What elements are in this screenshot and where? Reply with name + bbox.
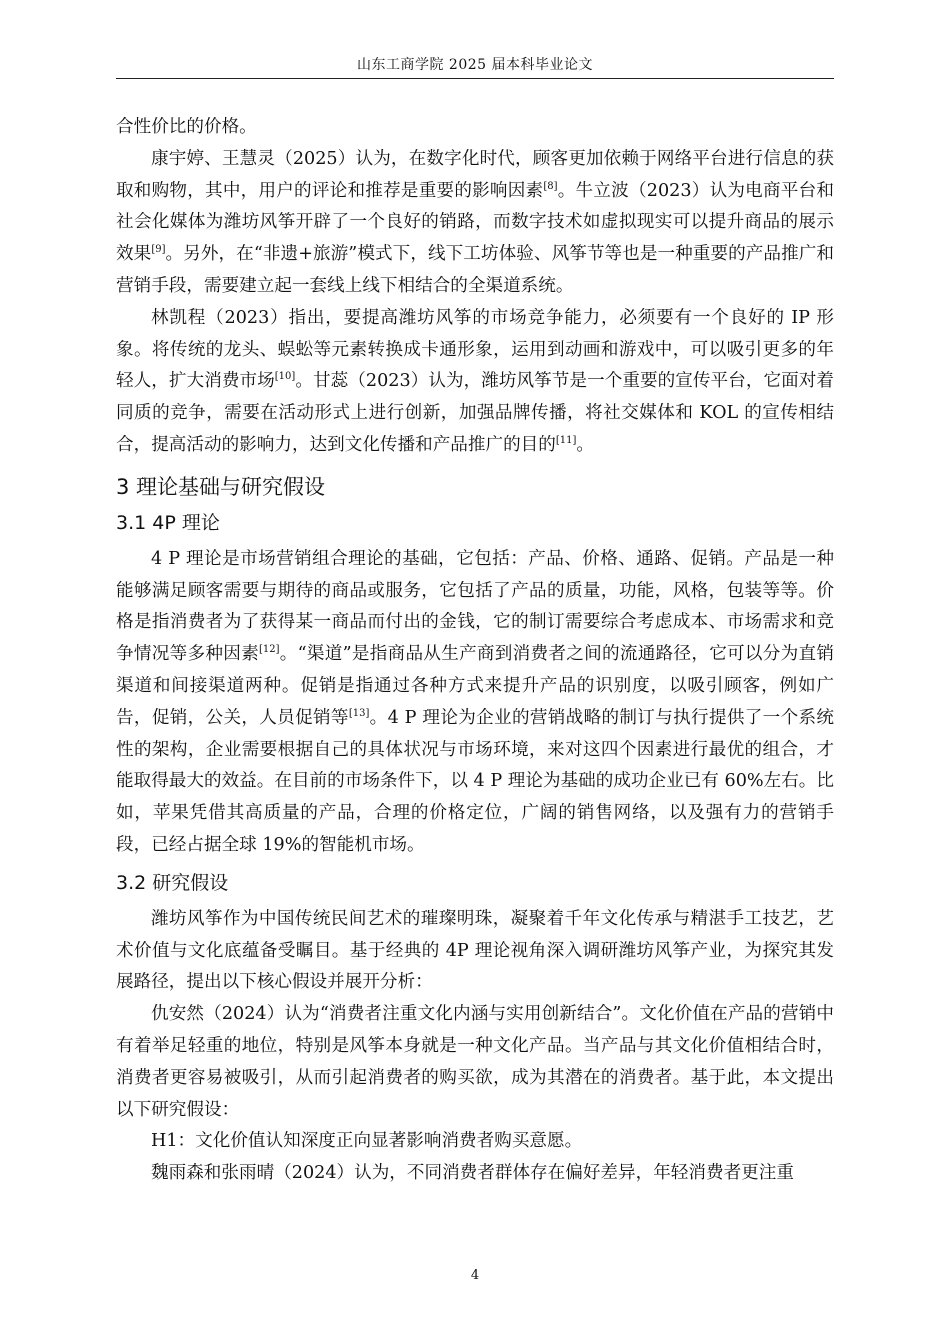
text-run: 。4 P 理论为企业的营销战略的制订与执行提供了一个系统性的架构，企业需要根据自己的具体状况与市场环境，来对这四个因素进行最优的组合，才能取得最大的效益。在目前的市场条件下，以 4 P 理论为基础的成功企业已有 60%左右。比如，苹果凭借其高质量的产品，合理的价格定位，广阔的销售网络，以及强有力的营销手段，已经占据全球 19%的智能机市场。 bbox=[116, 707, 834, 855]
section-heading-3-1: 3.1 4P 理论 bbox=[116, 511, 220, 534]
paragraph-hypothesis-intro: 潍坊风筝作为中国传统民间艺术的璀璨明珠，凝聚着千年文化传承与精湛手工技艺，艺术价值与文化底蕴备受瞩目。基于经典的 4P 理论视角深入调研潍坊风筝产业，为探究其发展路径，提出以下核心假设并展开分析： bbox=[116, 908, 834, 993]
paragraph-cultural-value: 仇安然（2024）认为“消费者注重文化内涵与实用创新结合”。文化价值在产品的营销中有着举足轻重的地位，特别是风筝本身就是一种文化产品。当产品与其文化价值相结合时，消费者更容易被吸引，从而引起消费者的购买欲，成为其潜在的消费者。基于此，本文提出以下研究假设： bbox=[116, 1004, 834, 1120]
citation-ref: [10] bbox=[274, 371, 296, 383]
paragraph-ip-image bbox=[116, 303, 834, 462]
citation-ref: [9] bbox=[151, 244, 166, 256]
text-run: 。“渠道”是指商品从生产商到消费者之间的流通路径，它可以分为直销渠道和间接渠道两种。促销是指通过各种方式来提升产品的识别度，以吸引顾客，例如广告，促销，公关，人员促销等 bbox=[116, 644, 834, 728]
section-heading-3-2: 3.2 研究假设 bbox=[116, 871, 229, 894]
text-run: 4 P 理论是市场营销组合理论的基础，它包括：产品、价格、通路、促销。产品是一种能够满足顾客需要与期待的商品或服务，它包括了产品的质量，功能，风格，包装等等。价格是指消费者为了获得某一商品而付出的金钱，它的制订需要综合考虑成本、市场需求和竞争情况等多种因素 bbox=[116, 548, 834, 665]
citation-ref: [12] bbox=[258, 644, 280, 656]
paragraph-digital-channels bbox=[116, 144, 834, 303]
text-run: 。另外，在“非遗+旅游”模式下，线下工坊体验、风筝节等也是一种重要的产品推广和营销手段，需要建立起一套线上线下相结合的全渠道系统。 bbox=[116, 244, 834, 296]
text-run: 。牛立波（2023）认为电商平台和社会化媒体为潍坊风筝开辟了一个良好的销路，而数字技术如虚拟现实可以提升商品的展示效果 bbox=[116, 180, 834, 265]
text-run: 林凯程（2023）指出，要提高潍坊风筝的市场竞争能力，必须要有一个良好的 IP 形象。将传统的龙头、蜈蚣等元素转换成卡通形象，运用到动画和游戏中，可以吸引更多的年轻人，扩大消费市场 bbox=[116, 307, 834, 392]
citation-ref: [11] bbox=[555, 435, 577, 447]
body-text bbox=[116, 112, 834, 1190]
citation-ref: [13] bbox=[348, 707, 370, 719]
page-number: 4 bbox=[470, 1268, 480, 1283]
citation-ref: [8] bbox=[543, 180, 558, 192]
paragraph-consumer-groups: 魏雨森和张雨晴（2024）认为，不同消费者群体存在偏好差异，年轻消费者更注重 bbox=[151, 1163, 794, 1184]
paragraph-4p-theory bbox=[116, 544, 834, 862]
header-rule bbox=[116, 78, 834, 79]
hypothesis-h1: H1：文化价值认知深度正向显著影响消费者购买意愿。 bbox=[151, 1131, 583, 1152]
text-run: 。 bbox=[576, 434, 594, 455]
text-run: 康宇婷、王慧灵（2025）认为，在数字化时代，顾客更加依赖于网络平台进行信息的获取和购物，其中，用户的评论和推荐是重要的影响因素 bbox=[116, 148, 834, 201]
running-header: 山东工商学院 2025 届本科毕业论文 bbox=[356, 57, 594, 73]
text-run: 。甘蕊（2023）认为，潍坊风筝节是一个重要的宣传平台，它面对着同质的竞争，需要在活动形式上进行创新，加强品牌传播，将社交媒体和 KOL 的宣传相结合，提高活动的影响力，达到文化传播和产品推广的目的 bbox=[116, 371, 834, 455]
paragraph-continuation: 合性价比的价格。 bbox=[116, 117, 257, 137]
section-heading-3: 3 理论基础与研究假设 bbox=[116, 474, 326, 499]
